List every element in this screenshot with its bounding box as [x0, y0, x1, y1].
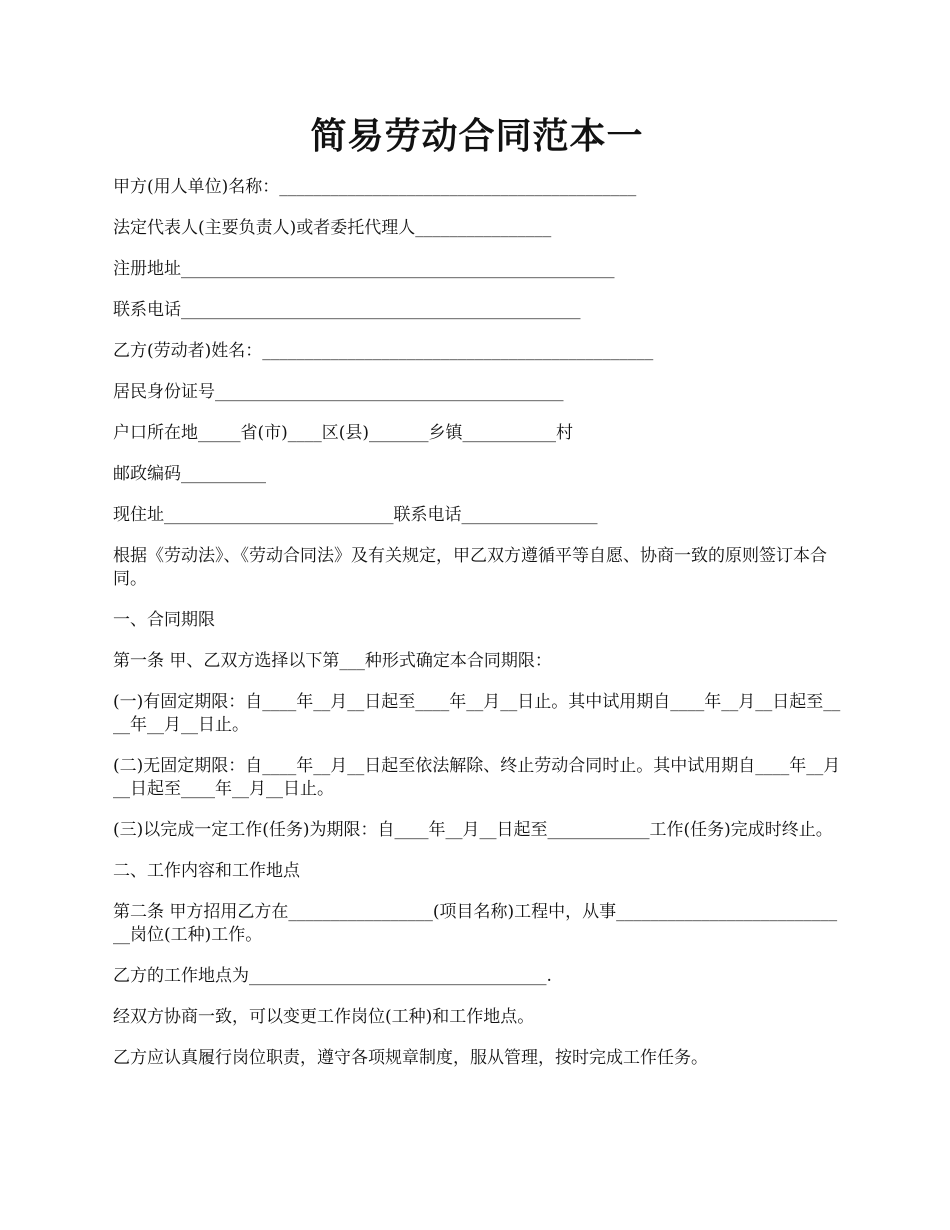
document-page	[113, 112, 841, 1088]
id-number-line: 居民身份证号_________________________________________	[113, 382, 564, 402]
section-heading-work: 二、工作内容和工作地点	[113, 861, 300, 881]
party-b-name-line: 乙方(劳动者)姓名：______________________________________________	[113, 341, 654, 361]
household-registration-line: 户口所在地_____省(市)____区(县)_______乡镇___________村	[113, 423, 574, 443]
party-a-phone-line: 联系电话_______________________________________________	[113, 300, 581, 320]
article-one: 第一条 甲、乙双方选择以下第___种形式确定本合同期限：	[113, 651, 552, 671]
duty-clause: 乙方应认真履行岗位职责，遵守各项规章制度，服从管理，按时完成工作任务。	[113, 1048, 708, 1068]
work-location-line: 乙方的工作地点为___________________________________.	[113, 966, 552, 986]
fixed-term-clause: (一)有固定期限：自____年__月__日起至____年__月__日止。其中试用期自____年__月__日起至____年__月__日止。	[113, 692, 841, 735]
preamble-paragraph: 根据《劳动法》、《劳动合同法》及有关规定，甲乙双方遵循平等自愿、协商一致的原则签订本合同。	[113, 546, 827, 589]
legal-representative-line: 法定代表人(主要负责人)或者委托代理人________________	[113, 218, 552, 238]
registered-address-line: 注册地址___________________________________________________	[113, 259, 615, 279]
party-a-name-line: 甲方(用人单位)名称：__________________________________________	[113, 177, 637, 197]
current-address-line: 现住址___________________________联系电话________________	[113, 505, 598, 525]
task-based-term-clause: (三)以完成一定工作(任务)为期限：自____年__月__日起至____________工作(任务)完成时终止。	[113, 820, 833, 840]
article-two: 第二条 甲方招用乙方在_________________(项目名称)工程中，从事____________________________岗位(工种)工作。	[113, 902, 838, 945]
open-ended-term-clause: (二)无固定期限：自____年__月__日起至依法解除、终止劳动合同时止。其中试用期自____年__月__日起至____年__月__日止。	[113, 756, 841, 799]
document-title: 简易劳动合同范本一	[310, 115, 644, 157]
section-heading-term: 一、合同期限	[113, 610, 215, 630]
change-position-clause: 经双方协商一致，可以变更工作岗位(工种)和工作地点。	[113, 1007, 535, 1027]
postal-code-line: 邮政编码__________	[113, 464, 266, 484]
